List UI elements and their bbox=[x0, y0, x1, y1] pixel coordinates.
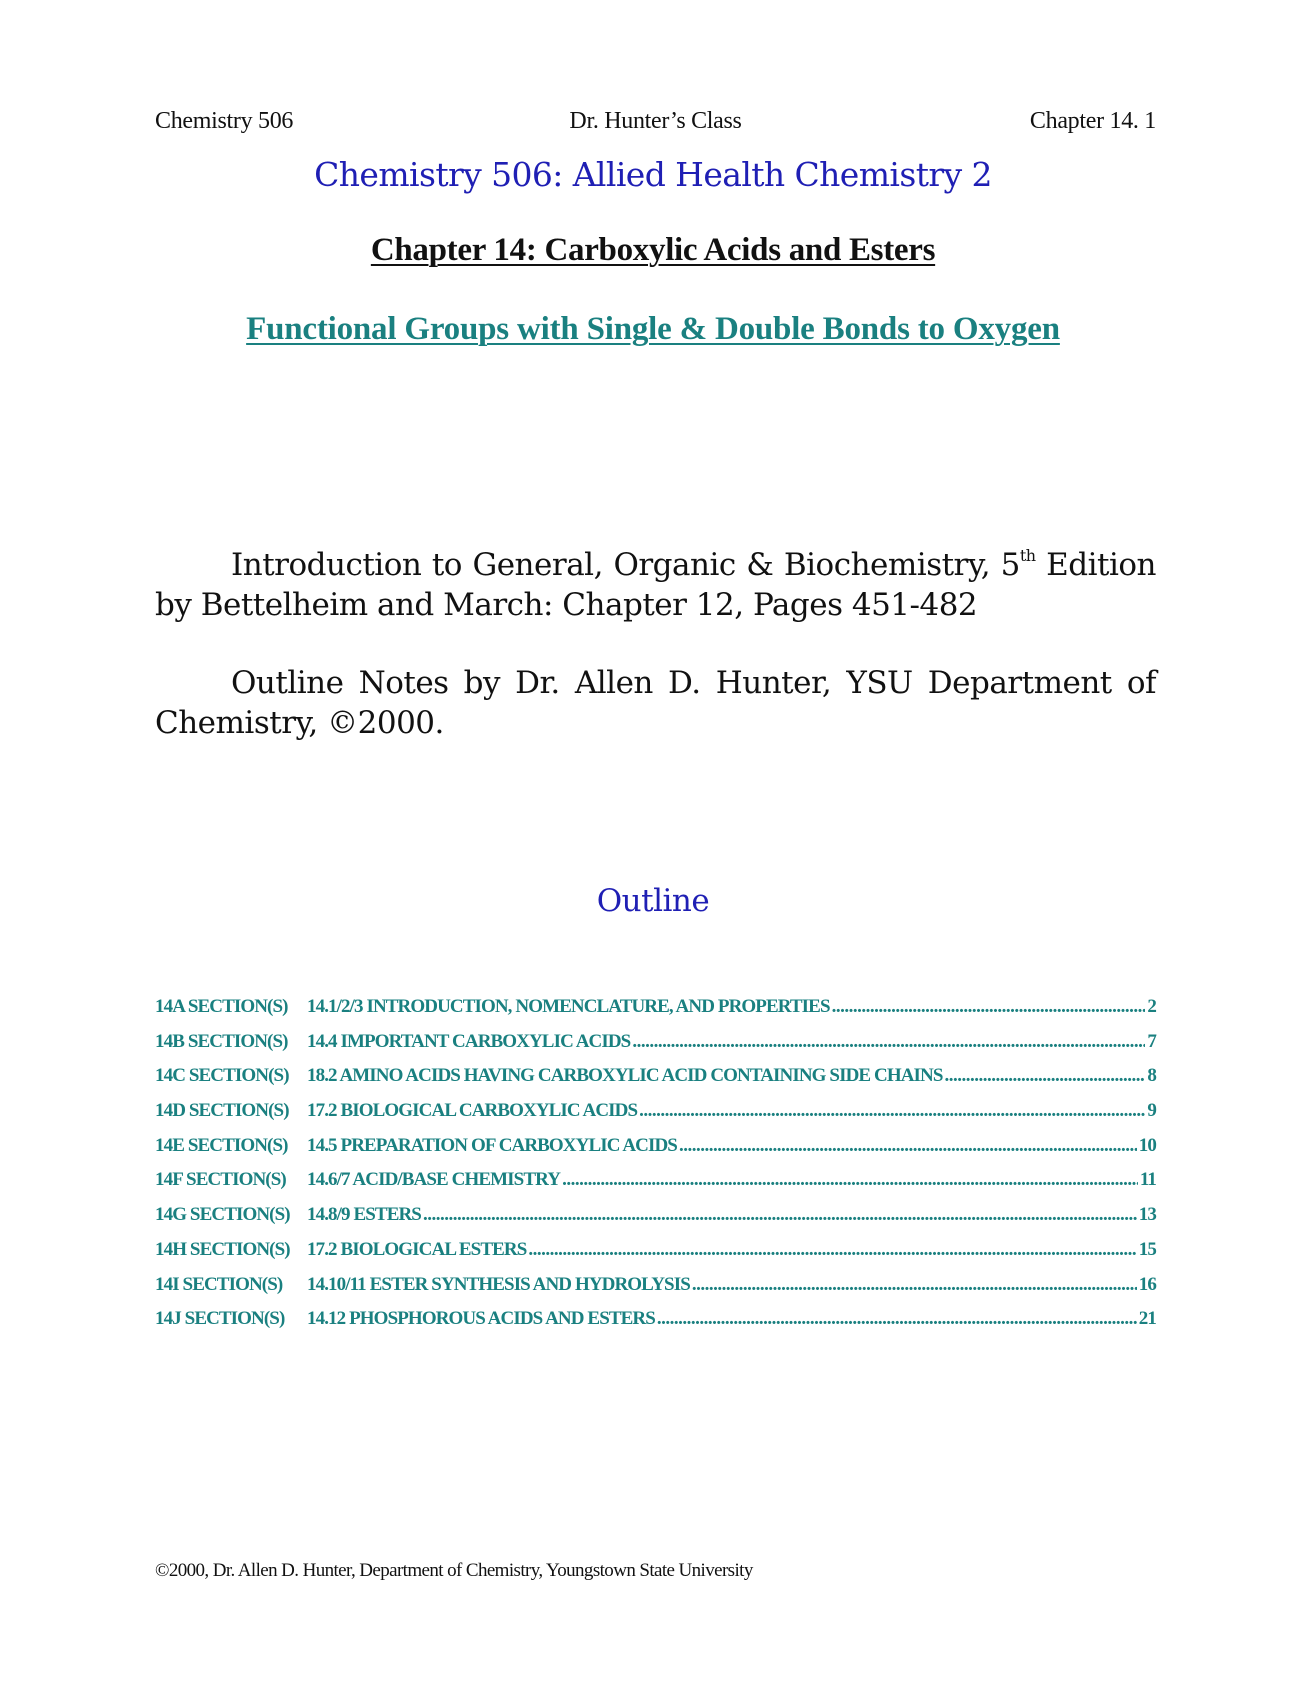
course-title: Chemistry 506: Allied Health Chemistry 2 bbox=[314, 155, 992, 194]
toc-section-title: 18.2 AMINO ACIDS HAVING CARBOXYLIC ACID CONTAINING SIDE CHAINS bbox=[307, 1065, 943, 1087]
chapter-subtitle-text: Functional Groups with Single & Double Bonds to Oxygen bbox=[246, 311, 1060, 347]
toc-leader-dots bbox=[945, 1065, 1146, 1087]
toc-section-code: 14C SECTION(S) bbox=[155, 1065, 289, 1087]
reference-text-end: Edition by Bettelheim and March: Chapter 12, Pages 451-482 bbox=[155, 547, 1156, 623]
toc-entry[interactable] bbox=[155, 1031, 1156, 1066]
chapter-title-text: Chapter 14: Carboxylic Acids and Esters bbox=[370, 232, 936, 268]
toc-section-code: 14I SECTION(S) bbox=[155, 1273, 283, 1295]
toc-page-number: 7 bbox=[1147, 1030, 1156, 1052]
toc-section-code: 14H SECTION(S) bbox=[155, 1238, 290, 1260]
toc-page-number: 13 bbox=[1138, 1204, 1156, 1226]
toc-section-code: 14E SECTION(S) bbox=[155, 1134, 288, 1156]
header-page-number: Chapter 14. 1 bbox=[1029, 108, 1156, 134]
toc-section-title: 14.5 PREPARATION OF CARBOXYLIC ACIDS bbox=[307, 1134, 677, 1156]
outline-notes-credit: Outline Notes by Dr. Allen D. Hunter, YSU Department of Chemistry, ©2000. bbox=[155, 665, 1156, 741]
toc-section-title: 14.6/7 ACID/BASE CHEMISTRY bbox=[307, 1169, 561, 1191]
reference-superscript: th bbox=[1019, 546, 1036, 565]
textbook-reference bbox=[155, 545, 1156, 625]
toc-leader-dots bbox=[657, 1308, 1137, 1330]
toc-page-number: 9 bbox=[1147, 1100, 1156, 1122]
toc-leader-dots bbox=[562, 1169, 1138, 1191]
toc-entry[interactable] bbox=[155, 1169, 1156, 1204]
toc-page-number: 10 bbox=[1138, 1134, 1156, 1156]
toc-entry[interactable] bbox=[155, 1065, 1156, 1100]
toc-entry[interactable] bbox=[155, 1135, 1156, 1170]
toc-page-number: 8 bbox=[1147, 1065, 1156, 1087]
toc-leader-dots bbox=[632, 1031, 1145, 1053]
toc-section-title: 14.12 PHOSPHOROUS ACIDS AND ESTERS bbox=[307, 1308, 655, 1330]
reference-text-start: Introduction to General, Organic & Biochemistry, 5 bbox=[231, 547, 1020, 583]
toc-page-number: 2 bbox=[1147, 996, 1156, 1017]
toc-entry[interactable] bbox=[155, 1239, 1156, 1274]
toc-leader-dots bbox=[679, 1135, 1137, 1157]
toc-section-title: 14.8/9 ESTERS bbox=[307, 1204, 421, 1226]
toc-entry[interactable] bbox=[155, 996, 1156, 1031]
toc-entry[interactable] bbox=[155, 1100, 1156, 1135]
chapter-subtitle bbox=[0, 311, 1306, 348]
toc-section-code: 14G SECTION(S) bbox=[155, 1204, 290, 1226]
toc-section-code: 14F SECTION(S) bbox=[155, 1169, 286, 1191]
toc-page-number: 15 bbox=[1138, 1238, 1156, 1260]
toc-page-number: 16 bbox=[1138, 1273, 1156, 1295]
header-instructor: Dr. Hunter’s Class bbox=[569, 108, 742, 134]
toc-leader-dots bbox=[832, 996, 1146, 1018]
toc-entry[interactable] bbox=[155, 1204, 1156, 1239]
page-footer: ©2000, Dr. Allen D. Hunter, Department of Chemistry, Youngstown State University bbox=[155, 1560, 753, 1581]
toc-section-title: 17.2 BIOLOGICAL ESTERS bbox=[307, 1238, 527, 1260]
toc-page-number: 21 bbox=[1138, 1308, 1156, 1330]
outline-heading: Outline bbox=[596, 883, 710, 919]
toc-leader-dots bbox=[528, 1239, 1136, 1261]
toc-entry[interactable] bbox=[155, 1308, 1156, 1343]
toc-section-title: 14.10/11 ESTER SYNTHESIS AND HYDROLYSIS bbox=[307, 1273, 690, 1295]
toc-leader-dots bbox=[423, 1204, 1137, 1226]
toc-section-code: 14D SECTION(S) bbox=[155, 1100, 289, 1122]
toc-leader-dots bbox=[639, 1100, 1145, 1122]
toc-page-number: 11 bbox=[1139, 1169, 1156, 1191]
toc-section-title: 14.1/2/3 INTRODUCTION, NOMENCLATURE, AND PROPERTIES bbox=[307, 996, 830, 1017]
toc-section-code: 14B SECTION(S) bbox=[155, 1030, 288, 1052]
chapter-title bbox=[0, 232, 1306, 269]
toc-section-code: 14A SECTION(S) bbox=[155, 996, 288, 1017]
table-of-contents bbox=[155, 996, 1156, 1343]
header-course: Chemistry 506 bbox=[155, 108, 294, 134]
toc-entry[interactable] bbox=[155, 1274, 1156, 1309]
toc-section-code: 14J SECTION(S) bbox=[155, 1308, 285, 1330]
toc-section-title: 14.4 IMPORTANT CARBOXYLIC ACIDS bbox=[307, 1030, 631, 1052]
toc-section-title: 17.2 BIOLOGICAL CARBOXYLIC ACIDS bbox=[307, 1100, 638, 1122]
toc-leader-dots bbox=[692, 1274, 1137, 1296]
